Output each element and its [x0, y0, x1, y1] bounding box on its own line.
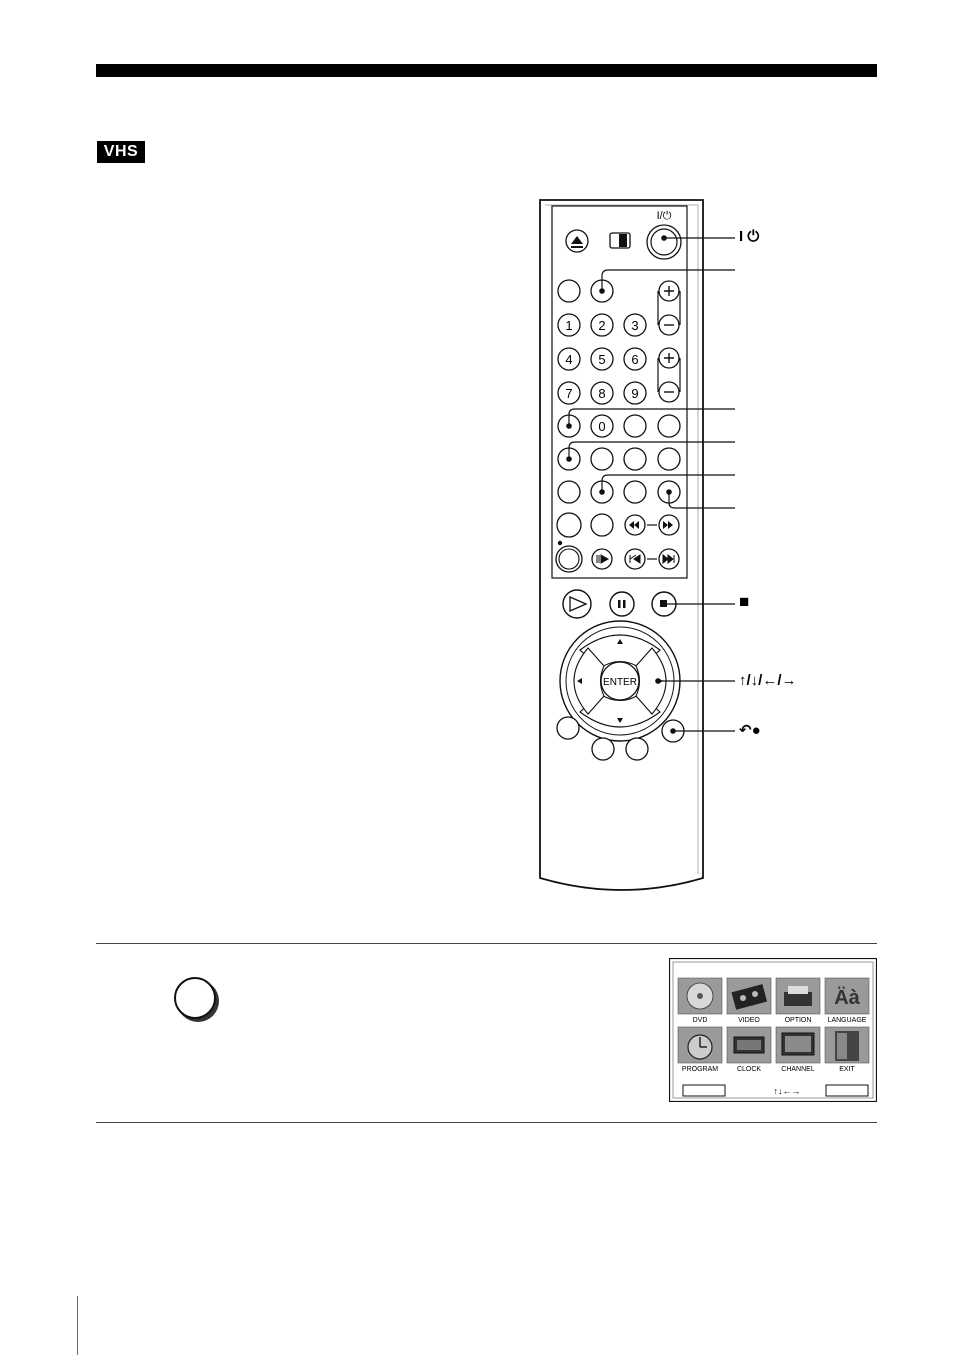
- return-callout: ↶●: [739, 722, 761, 739]
- section-rule-bottom: [96, 1122, 877, 1123]
- power-label: I/⏻: [656, 210, 672, 222]
- menu-item-label: DVD: [692, 1017, 708, 1024]
- number-key: 9: [631, 386, 639, 401]
- menu-item-program[interactable]: [678, 1027, 722, 1073]
- vhs-badge: VHS: [97, 141, 145, 163]
- menu-item-label: CLOCK: [736, 1066, 762, 1073]
- dvd-disc-icon: [687, 983, 713, 1009]
- menu-item-label: PROGRAM: [681, 1066, 719, 1073]
- power-callout: I ⏻: [739, 228, 760, 245]
- arrows-callout: ↑/↓/←/→: [739, 672, 797, 689]
- menu-nav-hint: ↑↓←→: [773, 1086, 801, 1096]
- clock-display-icon: [734, 1037, 764, 1053]
- section-rule-top: [96, 943, 877, 944]
- menu-button-icon: [174, 977, 216, 1019]
- number-key: 6: [631, 352, 639, 367]
- mode-switch: [610, 233, 630, 248]
- number-key: 2: [598, 318, 606, 333]
- menu-item-language[interactable]: [825, 978, 869, 1024]
- play-button: [563, 590, 591, 618]
- channel-tv-icon: [782, 1033, 814, 1055]
- menu-item-label: CHANNEL: [781, 1066, 815, 1073]
- enter-label: ENTER: [603, 677, 637, 688]
- stop-callout: ■: [739, 592, 750, 611]
- timer-program-icon: [688, 1035, 712, 1059]
- pause-button: [610, 592, 634, 616]
- option-tool-icon: [784, 986, 812, 1006]
- number-key: 4: [565, 352, 573, 367]
- number-key: 0: [598, 419, 606, 434]
- page-margin-rule: [77, 1296, 78, 1355]
- menu-item-label: EXIT: [839, 1066, 855, 1073]
- number-key: 8: [598, 386, 606, 401]
- number-key: 3: [631, 318, 639, 333]
- svg-text:Äà: Äà: [834, 987, 860, 1009]
- menu-item-label: VIDEO: [738, 1017, 760, 1024]
- number-key: 5: [598, 352, 606, 367]
- setup-menu-screen: [669, 958, 877, 1102]
- number-key: 7: [565, 386, 573, 401]
- number-key: 1: [565, 318, 573, 333]
- exit-door-icon: [835, 1031, 859, 1061]
- menu-item-label: OPTION: [784, 1017, 812, 1024]
- language-icon: [834, 986, 860, 1009]
- eject-button: [566, 230, 588, 252]
- menu-item-label: LANGUAGE: [827, 1017, 867, 1024]
- menu-item-channel[interactable]: [776, 1027, 820, 1073]
